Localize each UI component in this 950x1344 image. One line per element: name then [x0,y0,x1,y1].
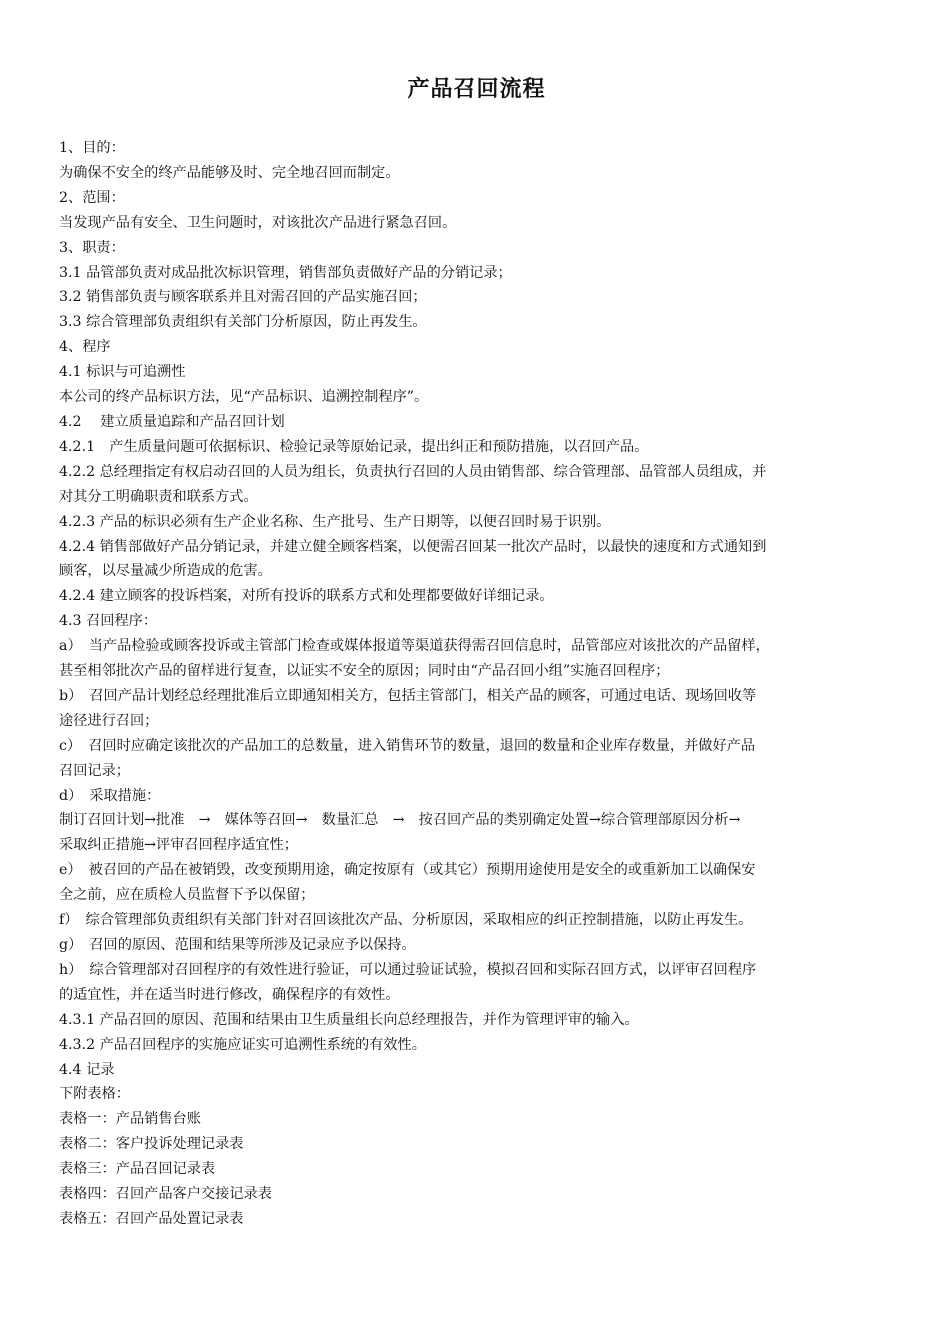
step-c-line-2: 召回记录； [59,762,130,779]
step-c-line-1: c） 召回时应确定该批次的产品加工的总数量，进入销售环节的数量，退回的数量和企业库存数量，并做好产品 [59,737,756,754]
subsection-4-2: 4.2 建立质量追踪和产品召回计划 [59,413,285,430]
section-heading-responsibility: 3、职责： [59,239,125,256]
step-e-line-1: e） 被召回的产品在被销毁，改变预期用途，确定按原有（或其它）预期用途使用是安全的或重新加工以确保安 [59,862,756,879]
document-page [59,70,894,1232]
step-g: g） 召回的原因、范围和结果等所涉及记录应予以保持。 [59,937,416,953]
subsection-4-3: 4.3 召回程序： [59,613,158,630]
document-title: 产品召回流程 [407,77,546,102]
document-body [59,136,894,1232]
section-heading-procedure: 4、程序 [59,339,111,356]
step-e-line-2: 全之前，应在质检人员监督下予以保留； [59,887,315,904]
subsection-4-4: 4.4 记录 [59,1061,115,1078]
item-4-2-4-line-1: 4.2.4 销售部做好产品分销记录，并建立健全顾客档案，以便需召回某一批次产品时，以最快的速度和方式通知到 [59,538,767,555]
item-4-2-3: 4.2.3 产品的标识必须有生产企业名称、生产批号、生产日期等，以便召回时易于识别。 [59,513,611,530]
section-heading-scope: 2、范围： [59,189,125,206]
item-4-2-2-line-1: 4.2.2 总经理指定有权启动召回的人员为组长，负责执行召回的人员由销售部、综合管理部、品管部人员组成，并 [59,463,767,480]
section-heading-purpose: 1、目的： [59,140,125,156]
form-1: 表格一：产品销售台账 [59,1111,201,1128]
form-2: 表格二：客户投诉处理记录表 [59,1136,244,1153]
item-4-2-4-line-2: 顾客，以尽量减少所造成的危害。 [59,563,272,580]
step-a-line-1: a） 当产品检验或顾客投诉或主管部门检查或媒体报道等渠道获得需召回信息时，品管部应对该批次的产品留样， [59,638,770,655]
item-4-2-2-line-2: 对其分工明确职责和联系方式。 [59,488,258,505]
scope-text: 当发现产品有安全、卫生问题时，对该批次产品进行紧急召回。 [59,214,457,231]
purpose-text: 为确保不安全的终产品能够及时、完全地召回而制定。 [59,164,400,181]
responsibility-3-1: 3.1 品管部负责对成品批次标识管理，销售部负责做好产品的分销记录； [59,264,512,281]
item-4-3-1: 4.3.1 产品召回的原因、范围和结果由卫生质量组长向总经理报告，并作为管理评审的输入。 [59,1011,639,1028]
responsibility-3-2: 3.2 销售部负责与顾客联系并且对需召回的产品实施召回； [59,289,427,306]
step-b-line-2: 途径进行召回； [59,712,159,729]
form-5: 表格五：召回产品处置记录表 [59,1210,244,1227]
responsibility-3-3: 3.3 综合管理部负责组织有关部门分析原因，防止再发生。 [59,314,427,331]
step-h-line-1: h） 综合管理部对召回程序的有效性进行验证，可以通过验证试验，模拟召回和实际召回方式，以评审召回程序 [59,961,757,978]
step-b-line-1: b） 召回产品计划经总经理批准后立即通知相关方，包括主管部门，相关产品的顾客，可通过电话、现场回收等 [59,687,757,704]
identification-text: 本公司的终产品标识方法，见“产品标识、追溯控制程序”。 [59,389,429,406]
flow-line-2: 采取纠正措施→评审召回程序适宜性； [59,837,298,854]
step-f: f） 综合管理部负责组织有关部门针对召回该批次产品、分析原因，采取相应的纠正控制措施，以防止再发生。 [59,912,753,929]
attached-forms-label: 下附表格： [59,1086,130,1103]
step-a-line-2: 甚至相邻批次产品的留样进行复查，以证实不安全的原因；同时由“产品召回小组”实施召回程序； [59,663,670,680]
item-4-3-2: 4.3.2 产品召回程序的实施应证实可追溯性系统的有效性。 [59,1036,426,1053]
step-h-line-2: 的适宜性，并在适当时进行修改，确保程序的有效性。 [59,986,400,1003]
step-d: d） 采取措施： [59,787,161,804]
form-4: 表格四：召回产品客户交接记录表 [59,1186,272,1203]
subsection-4-1: 4.1 标识与可追溯性 [59,364,186,381]
item-4-2-1: 4.2.1 产生质量问题可依据标识、检验记录等原始记录，提出纠正和预防措施，以召回产品。 [59,438,649,455]
flow-line-1: 制订召回计划→批准 → 媒体等召回→ 数量汇总 → 按召回产品的类别确定处置→综合管理部原因分析→ [59,812,741,829]
item-4-2-4-complaint: 4.2.4 建立顾客的投诉档案，对所有投诉的联系方式和处理都要做好详细记录。 [59,588,554,605]
form-3: 表格三：产品召回记录表 [59,1161,216,1178]
